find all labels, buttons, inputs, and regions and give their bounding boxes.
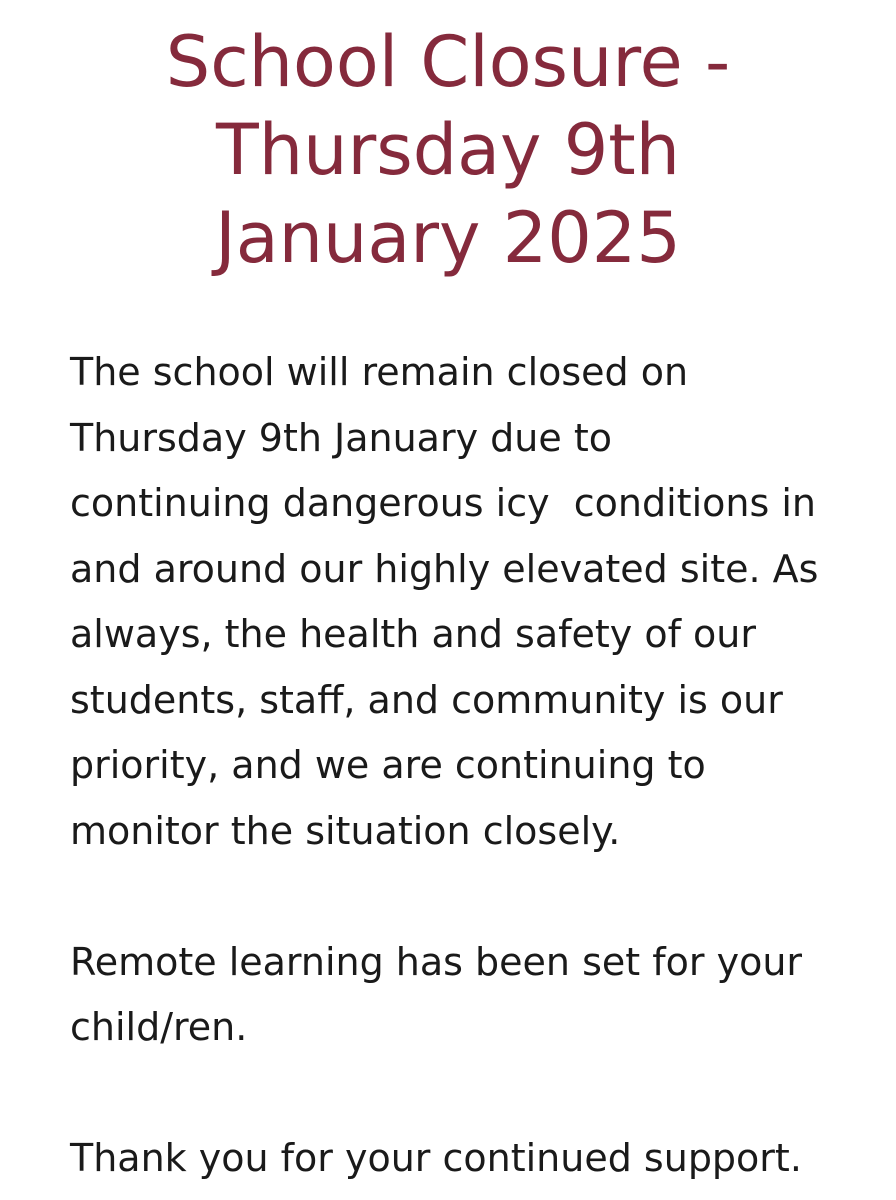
paragraph-line: Thursday 9th January due to bbox=[70, 415, 612, 460]
paragraph-line: Thank you for your continued support. bbox=[70, 1136, 802, 1180]
notice-body bbox=[70, 340, 886, 1192]
paragraph-line: The school will remain closed on bbox=[70, 350, 689, 394]
paragraph-line: child/ren. bbox=[70, 1005, 248, 1049]
paragraph-line: monitor the situation closely. bbox=[70, 808, 621, 853]
title-line: School Closure - bbox=[165, 21, 731, 103]
paragraph-line: and around our highly elevated site. As bbox=[70, 546, 819, 591]
remote-learning-paragraph bbox=[70, 930, 886, 1061]
paragraph-line: priority, and we are continuing to bbox=[70, 743, 706, 787]
paragraph-line: continuing dangerous icy conditions in bbox=[70, 481, 816, 525]
paragraph-line: students, staff, and community is our bbox=[70, 677, 783, 722]
title-line: January 2025 bbox=[215, 197, 681, 279]
thank-you-paragraph bbox=[70, 1126, 886, 1192]
title-line: Thursday 9th bbox=[215, 109, 681, 191]
paragraph-line: always, the health and safety of our bbox=[70, 612, 757, 656]
page-title bbox=[0, 18, 896, 282]
paragraph-line: Remote learning has been set for your bbox=[70, 939, 803, 984]
closure-paragraph bbox=[70, 340, 886, 864]
